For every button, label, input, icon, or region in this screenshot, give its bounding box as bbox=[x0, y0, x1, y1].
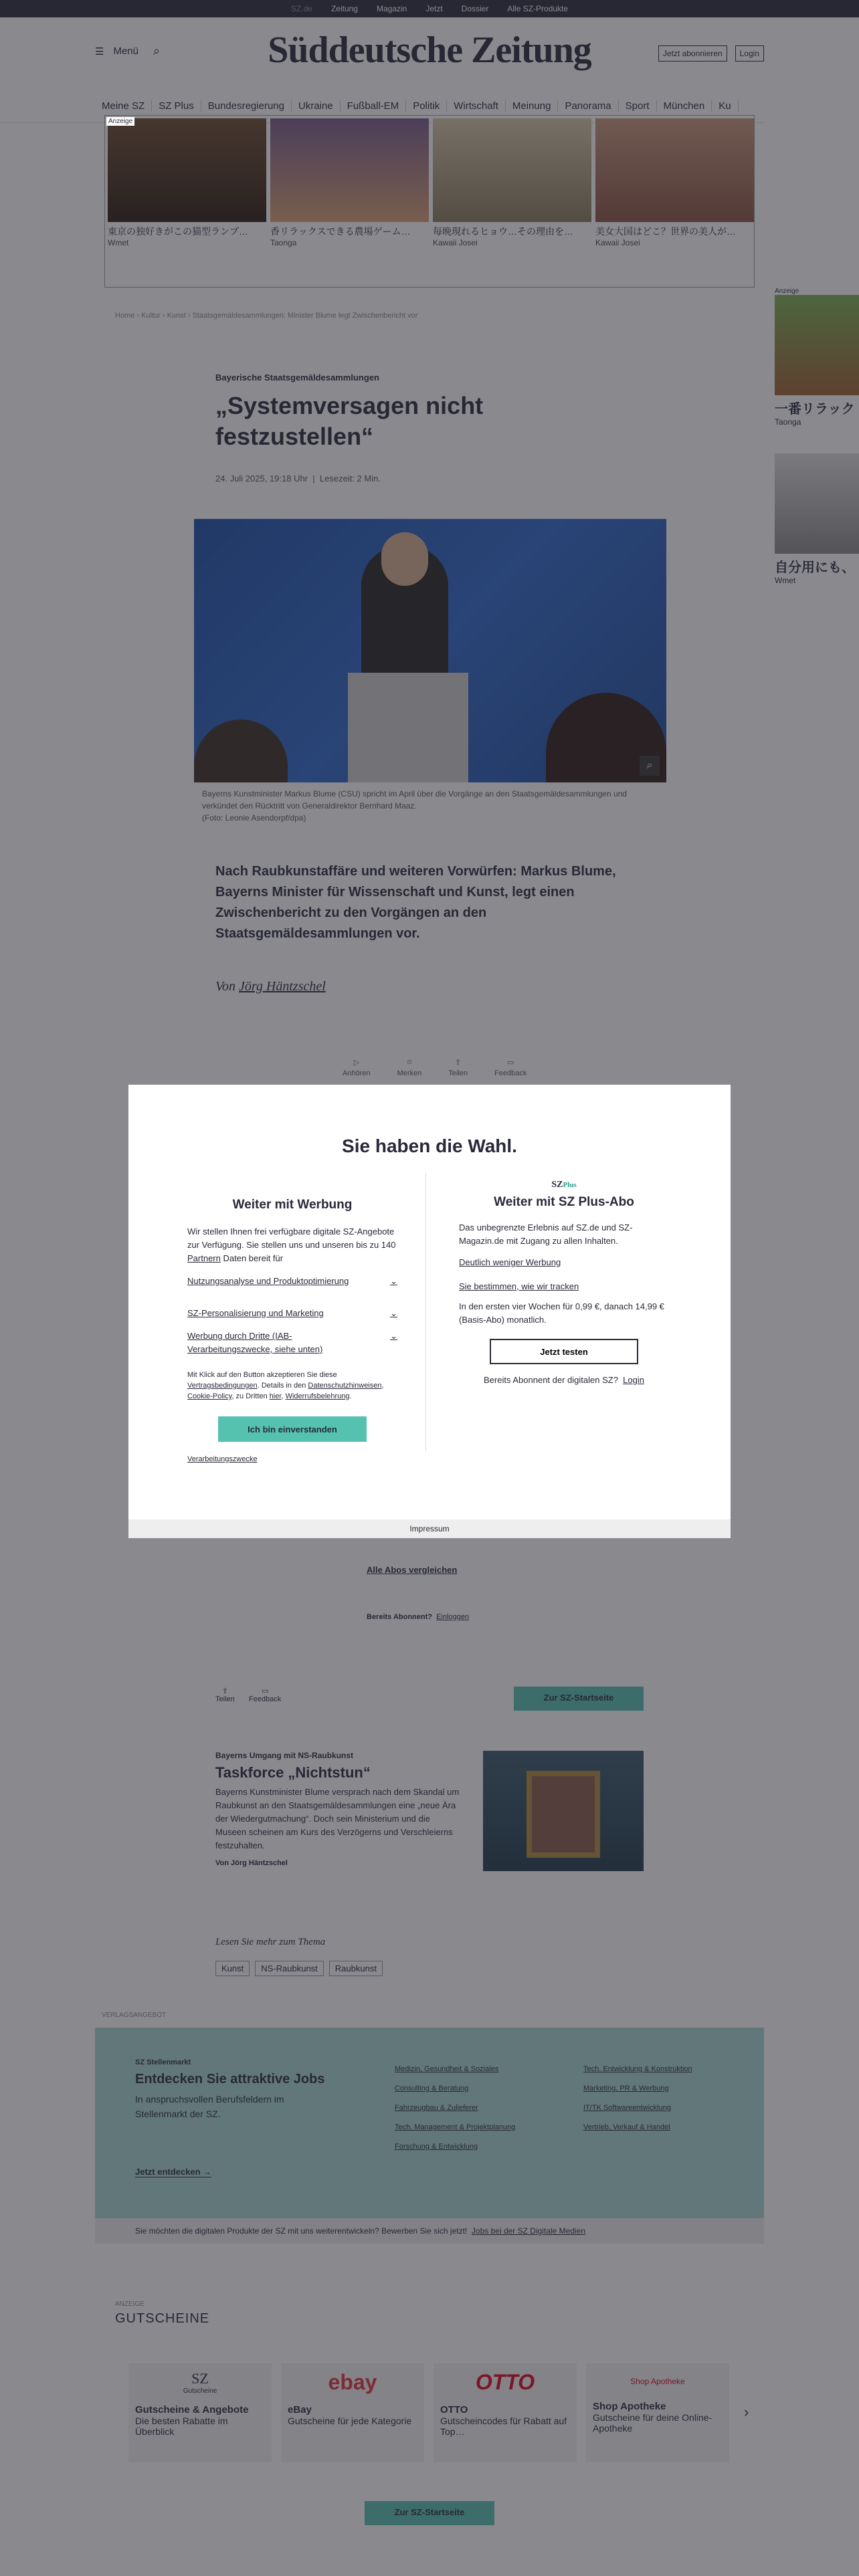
plus-option: SZPlus Weiter mit SZ Plus-Abo Das unbegrenzte Erlebnis auf SZ.de und SZ-Magazin.de mit Zugang zu allen Inhalten. Deutlich weniger Werbung Sie bestimmen, wie wir tracken In den ersten vier Wochen für 0,99 €, danach 14,99 € (Basis-Abo) monatlich. Jetzt testen Bereits Abonnent der digitalen SZ? Login bbox=[459, 1178, 669, 1387]
purpose-accordion[interactable]: SZ-Personalisierung und Marketing ⌄ bbox=[187, 1307, 397, 1320]
trial-button[interactable]: Jetzt testen bbox=[490, 1339, 638, 1364]
tracking-link[interactable]: Sie bestimmen, wie wir tracken bbox=[459, 1281, 579, 1291]
login-link[interactable]: Login bbox=[623, 1375, 644, 1385]
szplus-logo: SZPlus bbox=[551, 1180, 577, 1190]
less-ads-link[interactable]: Deutlich weniger Werbung bbox=[459, 1257, 561, 1267]
ads-option-title: Weiter mit Werbung bbox=[232, 1198, 353, 1212]
ad-tag: Anzeige bbox=[106, 117, 134, 126]
modal-title: Sie haben die Wahl. bbox=[342, 1136, 517, 1156]
imprint-link[interactable]: Impressum bbox=[128, 1519, 731, 1538]
divider bbox=[425, 1173, 426, 1451]
purposes-link[interactable]: Verarbeitungszwecke bbox=[187, 1455, 258, 1463]
purpose-accordion[interactable]: Nutzungsanalyse und Produktoptimierung ⌄ bbox=[187, 1275, 397, 1288]
plus-option-title: Weiter mit SZ Plus-Abo bbox=[494, 1195, 634, 1209]
chevron-down-icon: ⌄ bbox=[390, 1308, 397, 1318]
chevron-down-icon: ⌄ bbox=[390, 1331, 397, 1341]
chevron-down-icon: ⌄ bbox=[390, 1276, 397, 1286]
accept-button[interactable]: Ich bin einverstanden bbox=[218, 1416, 367, 1442]
ads-option: Weiter mit Werbung Wir stellen Ihnen frei verfügbare digitale SZ-Angebote zur Verfügung. Sie stellen uns und unseren bis zu 140 Partnern Daten bereit für Nutzungsanalyse und Produktoptimierung ⌄ SZ-Personalisierung und Marketing ⌄ Werbung durch Dritte (IAB-Verarbeitungszwecke, siehe unten) ⌄ Mit Klick auf den Button akzeptieren Sie diese Vertragsbedingungen. Details in den Datenschutzhinweisen, Cookie-Policy, zu Dritten hier, Widerrufsbelehrung. Ich bin einverstanden Verarbeitungszwecke bbox=[187, 1192, 397, 1466]
consent-modal bbox=[128, 1085, 731, 1538]
purpose-accordion[interactable]: Werbung durch Dritte (IAB-Verarbeitungszwecke, siehe unten) ⌄ bbox=[187, 1329, 397, 1356]
